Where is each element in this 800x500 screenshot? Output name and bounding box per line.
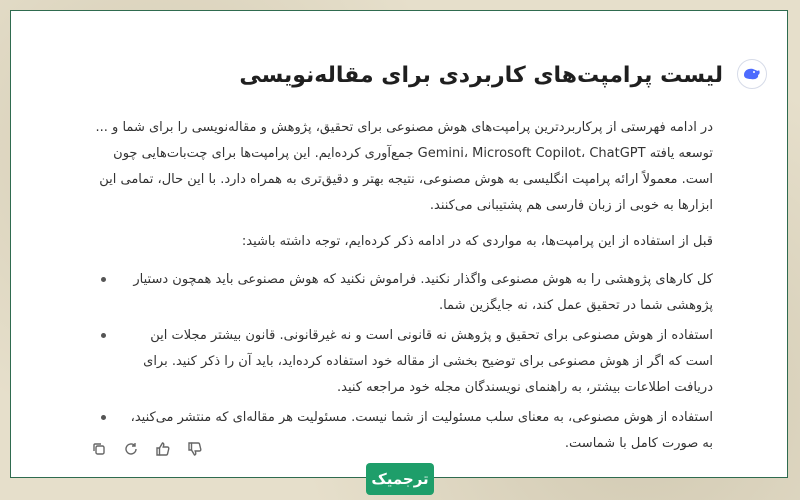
- response-actions: [89, 439, 205, 459]
- response-body: [93, 115, 713, 461]
- intro-paragraph: در ادامه فهرستی از پرکاربردترین پرامپت‌های هوش مصنوعی برای تحقیق، پژوهش و مقاله‌نویسی را برای شما و ... توسعه یافته Gemini، Microsoft Copilot، ChatGPT جمع‌آوری کرده‌ایم. این پرامپت‌ها برای چت‌بات‌هایی چون است. معمولاً ارائه پرامپت انگلیسی به هوش مصنوعی، نتیجه بهتر و دقیق‌تری به همراه دارد. با این حال، تمامی این ابزارها به خوبی از زبان فارسی هم پشتیبانی می‌کنند.: [95, 120, 713, 213]
- bullet-dot-icon: [101, 415, 106, 420]
- notice-paragraph: قبل از استفاده از این پرامپت‌ها، به مواردی که در ادامه ذکر کرده‌ایم، توجه داشته باشید:: [241, 234, 713, 249]
- chat-response-card: [10, 10, 788, 478]
- notes-list: [93, 267, 713, 457]
- response-title: لیست پرامپت‌های کاربردی برای مقاله‌نویسی: [239, 63, 723, 88]
- list-item: [93, 323, 713, 401]
- bullet-dot-icon: [101, 333, 106, 338]
- bullet-dot-icon: [101, 277, 106, 282]
- list-item-text: کل کارهای پژوهشی را به هوش مصنوعی واگذار نکنید. فراموش نکنید که هوش مصنوعی باید همچون دستیار پژوهشی شما در تحقیق عمل کند، نه جایگزین شما.: [133, 272, 713, 313]
- copy-icon[interactable]: [89, 439, 109, 459]
- list-item: [93, 267, 713, 319]
- regenerate-icon[interactable]: [121, 439, 141, 459]
- thumbs-up-icon[interactable]: [153, 439, 173, 459]
- brand-badge: ترجمیک: [366, 463, 434, 495]
- list-item-text: استفاده از هوش مصنوعی برای تحقیق و پژوهش نه قانونی است و نه غیرقانونی. قانون بیشتر مجلات این است که اگر از هوش مصنوعی برای توضیح بخشی از مقاله خود استفاده کرده‌اید، باید آن را ذکر کنید. برای دریافت اطلاعات بیشتر، به راهنمای نویسندگان مجله خود مراجعه کنید.: [143, 328, 713, 395]
- assistant-logo-icon: [737, 59, 767, 89]
- list-item-text: استفاده از هوش مصنوعی، به معنای سلب مسئولیت از شما نیست. مسئولیت هر مقاله‌ای که منتشر می‌کنید، به صورت کامل با شماست.: [130, 410, 713, 451]
- thumbs-down-icon[interactable]: [185, 439, 205, 459]
